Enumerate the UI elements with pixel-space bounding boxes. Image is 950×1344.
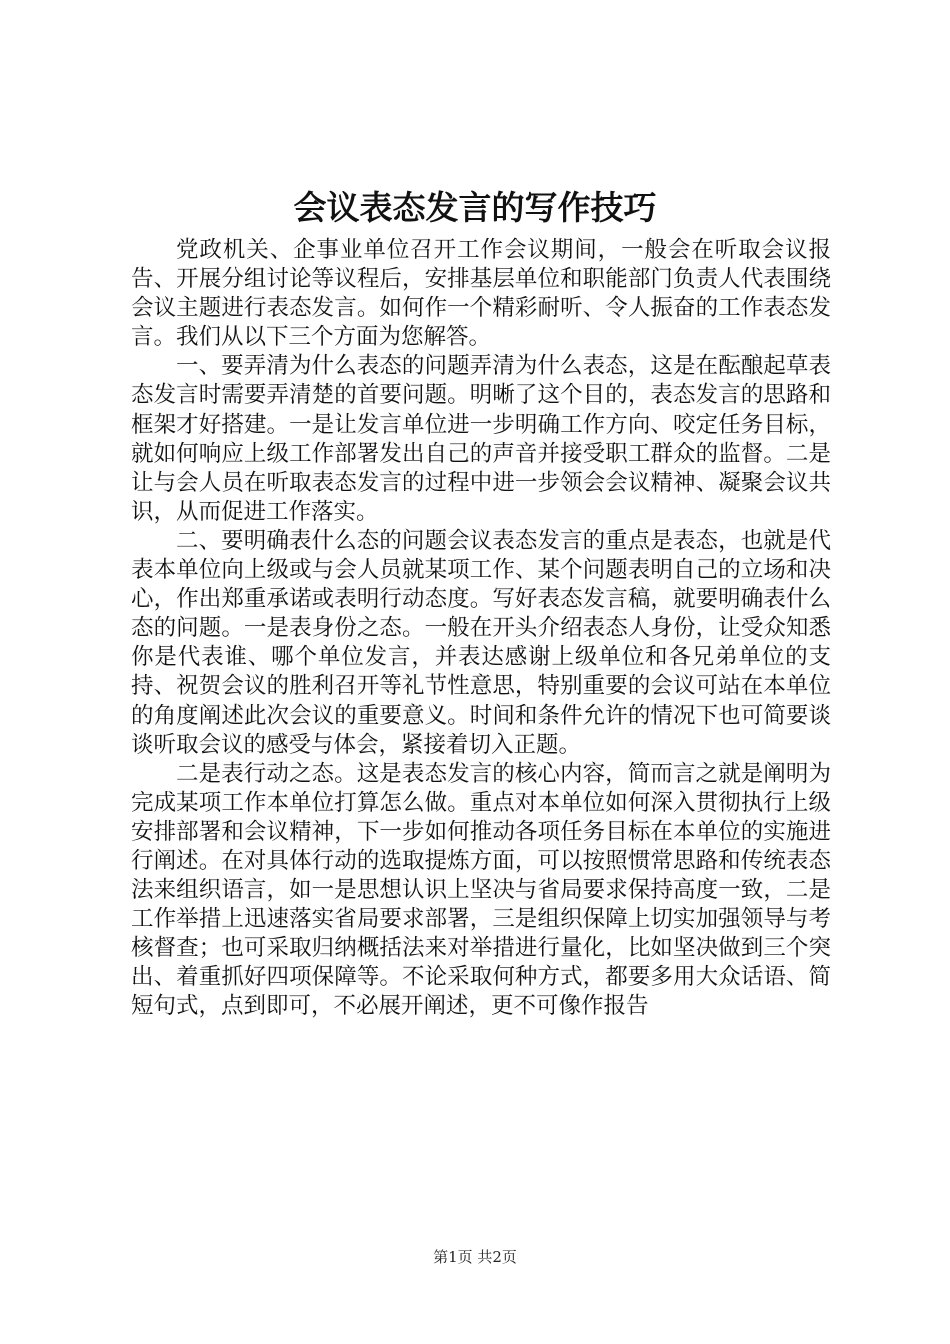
paragraph-section-2: 二、要明确表什么态的问题会议表态发言的重点是表态，也就是代表本单位向上级或与会人员就某项工作、某个问题表明自己的立场和决心，作出郑重承诺或表明行动态度。写好表态发言稿，就要明确表什么态的问题。一是表身份之态。一般在开头介绍表态人身份，让受众知悉你是代表谁、哪个单位发言，并表达感谢上级单位和各兄弟单位的支持、祝贺会议的胜利召开等礼节性意思，特别重要的会议可站在本单位的角度阐述此次会议的重要意义。时间和条件允许的情况下也可简要谈谈听取会议的感受与体会，紧接着切入正题。: [131, 527, 831, 758]
document-body: [131, 236, 831, 1022]
paragraph-section-1: 一、要弄清为什么表态的问题弄清为什么表态，这是在酝酿起草表态发言时需要弄清楚的首要问题。明晰了这个目的，表态发言的思路和框架才好搭建。一是让发言单位进一步明确工作方向、咬定任务目标，就如何响应上级工作部署发出自己的声音并接受职工群众的监督。二是让与会人员在听取表态发言的过程中进一步领会会议精神、凝聚会议共识，从而促进工作落实。: [131, 353, 831, 525]
paragraph-intro: 党政机关、企事业单位召开工作会议期间，一般会在听取会议报告、开展分组讨论等议程后，安排基层单位和职能部门负责人代表围绕会议主题进行表态发言。如何作一个精彩耐听、令人振奋的工作表态发言。我们从以下三个方面为您解答。: [131, 237, 831, 351]
document-title: 会议表态发言的写作技巧: [293, 188, 657, 227]
page-footer: 第1页 共2页: [433, 1248, 517, 1266]
paragraph-section-2-action: 二是表行动之态。这是表态发言的核心内容，简而言之就是阐明为完成某项工作本单位打算怎么做。重点对本单位如何深入贯彻执行上级安排部署和会议精神，下一步如何推动各项任务目标在本单位的实施进行阐述。在对具体行动的选取提炼方面，可以按照惯常思路和传统表态法来组织语言，如一是思想认识上坚决与省局要求保持高度一致，二是工作举措上迅速落实省局要求部署，三是组织保障上切实加强领导与考核督查；也可采取归纳概括法来对举措进行量化，比如坚决做到三个突出、着重抓好四项保障等。不论采取何种方式，都要多用大众话语、简短句式，点到即可，不必展开阐述，更不可像作报告: [131, 760, 831, 1020]
